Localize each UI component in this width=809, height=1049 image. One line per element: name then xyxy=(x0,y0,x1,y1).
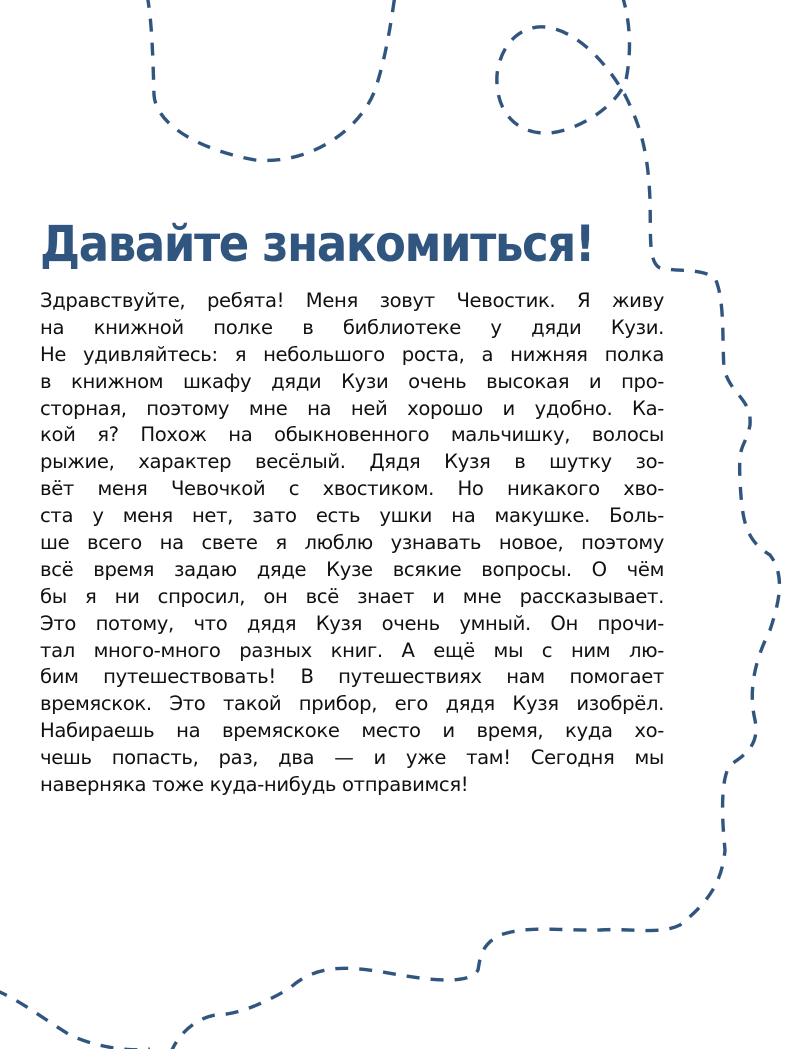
paragraph-line: в книжном шкафу дяди Кузи очень высокая и про- xyxy=(40,369,664,393)
paragraph-line: на книжной полке в библиотеке у дяди Кузи. xyxy=(40,315,664,339)
paragraph-line: вёт меня Чевочкой с хвостиком. Но никакого хво- xyxy=(40,477,664,501)
paragraph-line: ста у меня нет, зато есть ушки на макушке. Боль- xyxy=(40,504,664,528)
paragraph-line: тал много-много разных книг. А ещё мы с ним лю- xyxy=(40,638,664,662)
dashed-curve-bottom-left xyxy=(0,990,150,1049)
intro-paragraph xyxy=(40,288,664,799)
paragraph-line: времяскок. Это такой прибор, его дядя Кузя изобрёл. xyxy=(40,692,664,716)
paragraph-line: рыжие, характер весёлый. Дядя Кузя в шутку зо- xyxy=(40,450,664,474)
paragraph-line: ше всего на свете я люблю узнавать новое, поэтому xyxy=(40,531,664,555)
paragraph-line: наверняка тоже куда-нибудь отправимся! xyxy=(40,773,469,797)
paragraph-line: Здравствуйте, ребята! Меня зовут Чевостик. Я живу xyxy=(40,289,664,312)
paragraph-line: Набираешь на времяскоке место и время, куда хо- xyxy=(40,719,664,743)
paragraph-line: всё время задаю дяде Кузе всякие вопросы. О чём xyxy=(40,557,664,581)
page-title: Давайте знакомиться! xyxy=(40,215,595,273)
paragraph-line: Это потому, что дядя Кузя очень умный. Он прочи- xyxy=(40,611,664,635)
dashed-curve-top-left xyxy=(147,0,395,160)
paragraph-line: сторная, поэтому мне на ней хорошо и удобно. Ка- xyxy=(40,396,664,420)
paragraph-line: чешь попасть, раз, два — и уже там! Сегодня мы xyxy=(40,746,664,770)
paragraph-line: Не удивляйтесь: я небольшого роста, а нижняя полка xyxy=(40,342,664,366)
paragraph-line: бим путешествовать! В путешествиях нам помогает xyxy=(40,665,664,689)
paragraph-line: бы я ни спросил, он всё знает и мне рассказывает. xyxy=(40,584,664,608)
paragraph-line: кой я? Похож на обыкновенного мальчишку, волосы xyxy=(40,423,664,447)
